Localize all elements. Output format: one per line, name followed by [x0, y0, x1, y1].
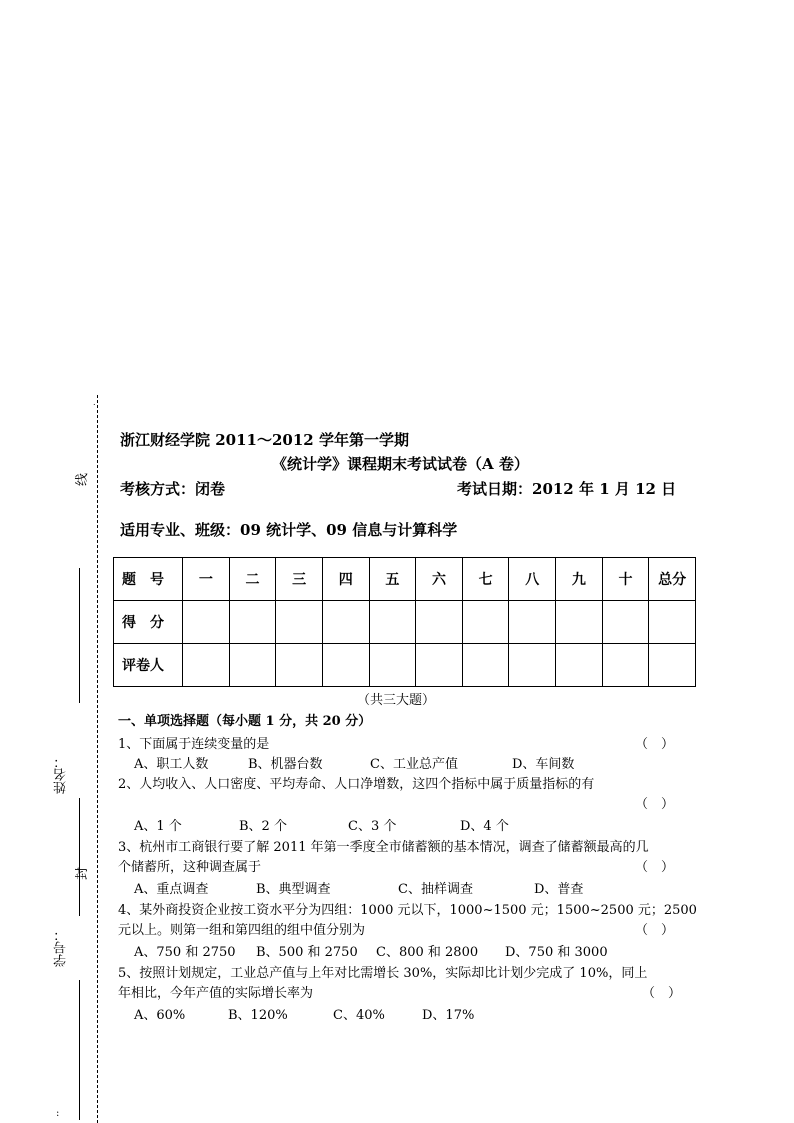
column-header: 九 [556, 558, 603, 601]
question-5-stem-line1: 5、按照计划规定，工业总产值与上年对比需增长 30%，实际却比计划少完成了 10%，同上 [118, 966, 648, 981]
school-term: 浙江财经学院 2011～2012 学年第一学期 [120, 431, 409, 449]
question-1-option-c: C、工业总产值 [370, 757, 458, 772]
question-4-option-b: B、500 和 2750 [256, 945, 358, 960]
question-5-option-b: B、120% [228, 1008, 288, 1023]
row-label-grader: 评卷人 [114, 644, 183, 687]
table-row [114, 601, 696, 644]
question-2-stem: 2、人均收入、人口密度、平均寿命、人口净增数，这四个指标中属于质量指标的有 [118, 777, 595, 792]
question-5-answer-blank[interactable]: （ ） [642, 986, 682, 1001]
grader-cell-total[interactable] [649, 644, 696, 687]
grader-cell[interactable] [183, 644, 230, 687]
question-5-option-c: C、40% [333, 1008, 385, 1023]
question-5-option-d: D、17% [422, 1008, 475, 1023]
question-4-stem-line2: 元以上。则第一组和第四组的组中值分别为 [118, 923, 366, 938]
column-header: 三 [276, 558, 323, 601]
column-header: 八 [509, 558, 556, 601]
column-header: 二 [229, 558, 276, 601]
question-1-answer-blank[interactable]: （ ） [635, 737, 675, 752]
question-5-stem-line2: 年相比，今年产值的实际增长率为 [118, 986, 314, 1001]
margin-rule-2 [79, 798, 80, 916]
question-2-option-d: D、4 个 [460, 819, 509, 834]
score-cell[interactable] [183, 601, 230, 644]
grader-cell[interactable] [462, 644, 509, 687]
section-title: 一、单项选择题（每小题 1 分，共 20 分） [118, 714, 372, 729]
row-label-question-no: 题 号 [114, 558, 183, 601]
score-cell-total[interactable] [649, 601, 696, 644]
grader-cell[interactable] [369, 644, 416, 687]
majors: 适用专业、班级：09 统计学、09 信息与计算科学 [120, 521, 458, 539]
question-3-option-b: B、典型调查 [256, 882, 331, 897]
score-cell[interactable] [322, 601, 369, 644]
question-1-option-b: B、机器台数 [248, 757, 323, 772]
question-4-option-c: C、800 和 2800 [376, 945, 479, 960]
exam-date: 考试日期：2012 年 1 月 12 日 [457, 480, 677, 498]
question-3-option-a: A、重点调查 [134, 882, 209, 897]
total-sections-note: （共三大题） [357, 693, 436, 708]
question-3-option-c: C、抽样调查 [398, 882, 473, 897]
column-header: 七 [462, 558, 509, 601]
question-4-option-a: A、750 和 2750 [134, 945, 236, 960]
score-table [113, 557, 696, 687]
question-3-answer-blank[interactable]: （ ） [635, 860, 675, 875]
question-3-option-d: D、普查 [534, 882, 584, 897]
score-cell[interactable] [556, 601, 603, 644]
question-1-option-a: A、职工人数 [134, 757, 209, 772]
score-cell[interactable] [229, 601, 276, 644]
exam-mode: 考核方式：闭卷 [120, 480, 226, 498]
grader-cell[interactable] [416, 644, 463, 687]
question-1-option-d: D、车间数 [512, 757, 575, 772]
grader-cell[interactable] [602, 644, 649, 687]
question-4-option-d: D、750 和 3000 [505, 945, 608, 960]
score-cell[interactable] [462, 601, 509, 644]
margin-name-label: 姓名： [54, 755, 69, 794]
score-cell[interactable] [276, 601, 323, 644]
question-1-stem: 1、下面属于连续变量的是 [118, 737, 270, 752]
score-cell[interactable] [369, 601, 416, 644]
question-3-stem-line2: 个储蓄所，这种调查属于 [118, 860, 262, 875]
score-cell[interactable] [416, 601, 463, 644]
column-header: 五 [369, 558, 416, 601]
column-header: 六 [416, 558, 463, 601]
column-header: 一 [183, 558, 230, 601]
grader-cell[interactable] [229, 644, 276, 687]
margin-line-char: 线 [75, 472, 91, 487]
margin-student-id-label: 学号： [54, 928, 69, 967]
question-2-answer-blank[interactable]: （ ） [635, 797, 675, 812]
column-header-total: 总分 [649, 558, 696, 601]
binding-dashed-line [97, 395, 98, 1123]
margin-rule-3 [79, 980, 80, 1120]
margin-dot-bottom: : [56, 1108, 60, 1119]
margin-dot: . [93, 398, 96, 407]
column-header: 十 [602, 558, 649, 601]
score-cell[interactable] [509, 601, 556, 644]
grader-cell[interactable] [556, 644, 603, 687]
grader-cell[interactable] [509, 644, 556, 687]
grader-cell[interactable] [322, 644, 369, 687]
margin-seal-char: 封 [75, 866, 91, 881]
question-2-option-a: A、1 个 [134, 819, 182, 834]
column-header: 四 [322, 558, 369, 601]
question-2-option-b: B、2 个 [239, 819, 287, 834]
question-4-answer-blank[interactable]: （ ） [635, 923, 675, 938]
table-row [114, 558, 696, 601]
score-cell[interactable] [602, 601, 649, 644]
question-3-stem-line1: 3、杭州市工商银行要了解 2011 年第一季度全市储蓄额的基本情况，调查了储蓄额最高的几 [118, 840, 649, 855]
table-row [114, 644, 696, 687]
grader-cell[interactable] [276, 644, 323, 687]
margin-rule-1 [79, 568, 80, 703]
question-4-stem-line1: 4、某外商投资企业按工资水平分为四组：1000 元以下，1000~1500 元；1500~2500 元；2500 [118, 903, 697, 918]
question-5-option-a: A、60% [134, 1008, 186, 1023]
exam-title: 《统计学》课程期末考试试卷（A 卷） [272, 455, 529, 473]
row-label-score: 得 分 [114, 601, 183, 644]
question-2-option-c: C、3 个 [348, 819, 397, 834]
